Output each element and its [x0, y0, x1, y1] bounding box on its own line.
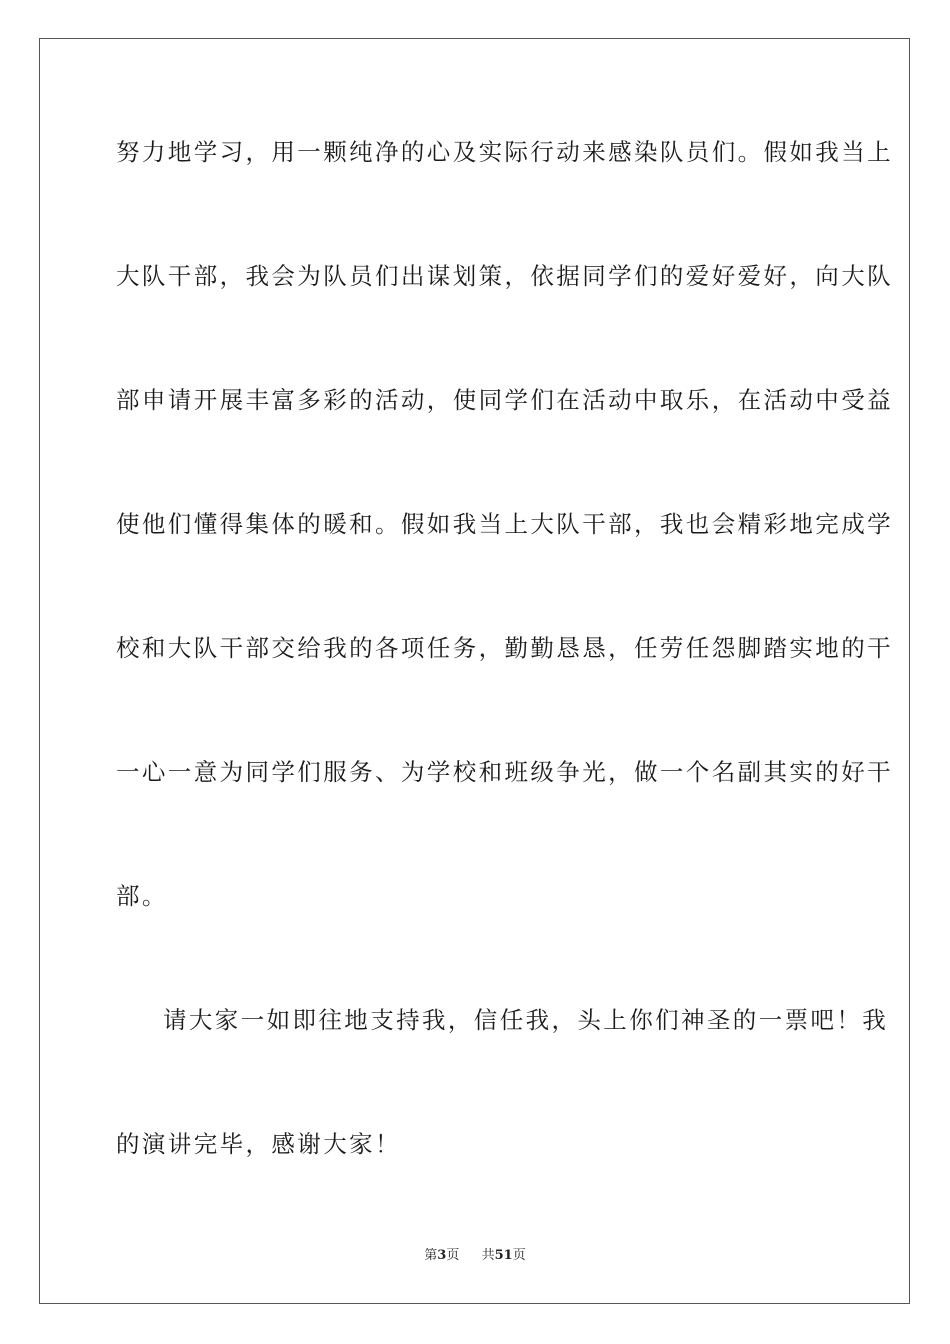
- footer-page-suffix: 页: [446, 1248, 460, 1263]
- footer-total-suffix: 页: [512, 1248, 526, 1263]
- footer-total-pages: 51: [494, 1248, 513, 1263]
- footer-page-number: 3: [437, 1248, 447, 1263]
- text-line-8-paragraph-start: 请大家一如即往地支持我，信任我，头上你们神圣的一票吧！我: [163, 1006, 889, 1034]
- footer-total-prefix: 共: [481, 1248, 495, 1263]
- text-line-3: 部申请开展丰富多彩的活动，使同学们在活动中取乐，在活动中受益: [116, 386, 893, 414]
- footer-page-prefix: 第: [424, 1248, 438, 1263]
- text-line-4: 使他们懂得集体的暖和。假如我当上大队干部，我也会精彩地完成学: [116, 510, 893, 538]
- text-line-2: 大队干部，我会为队员们出谋划策，依据同学们的爱好爱好，向大队: [116, 262, 893, 290]
- page-border: [39, 38, 910, 1304]
- text-line-5: 校和大队干部交给我的各项任务，勤勤恳恳，任劳任怨脚踏实地的干: [116, 634, 893, 662]
- text-line-7: 部。: [116, 882, 168, 910]
- page-footer: [0, 1247, 950, 1265]
- text-line-1: 努力地学习，用一颗纯净的心及实际行动来感染队员们。假如我当上: [116, 138, 893, 166]
- text-line-6: 一心一意为同学们服务、为学校和班级争光，做一个名副其实的好干: [116, 758, 893, 786]
- text-line-9: 的演讲完毕，感谢大家！: [116, 1130, 401, 1158]
